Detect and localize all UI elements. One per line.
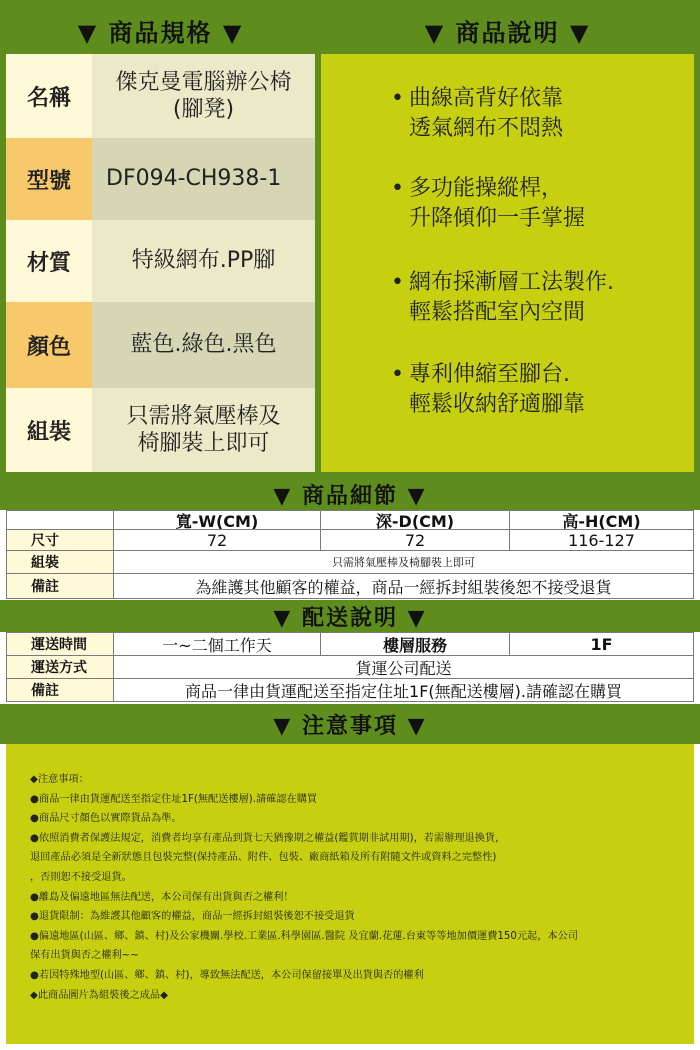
depth-value: 72 (320, 529, 510, 551)
notice-line: ，否則恕不接受退貨。 (30, 871, 132, 883)
delivery-remark-value: 商品一律由貨運配送至指定住址1F(無配送樓層).請確認在購買 (113, 678, 694, 702)
spec-value: DF094-CH938-1 (92, 138, 315, 220)
size-label: 尺寸 (6, 529, 114, 551)
spec-label: 名稱 (6, 54, 92, 138)
details-title: ▼ 商品細節 ▼ (0, 478, 700, 510)
delivery-remark-label: 備註 (6, 678, 114, 702)
description-item (321, 174, 694, 234)
description-line: 多功能操縱桿， (409, 176, 564, 201)
notice-title: ▼ 注意事項 ▼ (0, 704, 700, 744)
delivery-time-label: 運送時間 (6, 632, 114, 656)
description-line: 輕鬆收納舒適腳靠 (409, 391, 586, 417)
notice-line: ●離島及偏遠地區無法配送，本公司保有出貨與否之權利！ (30, 891, 294, 903)
notice-line: ●若因特殊地型(山區、鄉、鎮、村)，導致無法配送，本公司保留接單及出貨與否的權利 (30, 969, 424, 981)
bullet-icon: • (391, 270, 404, 295)
bullet-icon: • (391, 176, 404, 201)
spec-value-line: 傑克曼電腦辦公椅 (115, 69, 292, 95)
table-corner-cell (6, 510, 114, 530)
notice-line: ●依照消費者保護法規定，消費者均享有產品到貨七天猶豫期之權益(鑑賞期非試用期)，若需辦理退換貨， (30, 832, 506, 844)
notice-line: ●商品一律由貨運配送至指定住址1F(無配送樓層).請確認在購買 (30, 793, 318, 805)
spec-value (92, 54, 315, 138)
spec-label: 材質 (6, 220, 92, 302)
description-item (321, 360, 694, 420)
remark-value: 為維護其他顧客的權益，商品一經拆封組裝後恕不接受退貨 (113, 573, 694, 599)
notice-panel (6, 744, 694, 1044)
spec-row-color (6, 302, 315, 388)
spec-row-name (6, 54, 315, 138)
notice-line: ●商品尺寸顏色以實際貨品為準。 (30, 813, 182, 825)
delivery-table (6, 632, 694, 704)
delivery-method-label: 運送方式 (6, 655, 114, 679)
bullet-icon: • (391, 86, 404, 111)
height-header: 高-H(CM) (509, 510, 694, 530)
description-line: 專利伸縮至腳台. (409, 362, 570, 387)
delivery-time-value: 一~二個工作天 (113, 632, 321, 656)
notice-line: 保有出貨與否之權利~~ (30, 950, 139, 962)
delivery-method-value: 貨運公司配送 (113, 655, 694, 679)
spec-row-material (6, 220, 315, 302)
width-header: 寬-W(CM) (113, 510, 321, 530)
assembly-value: 只需將氣壓棒及椅腳裝上即可 (113, 550, 694, 574)
description-line: 曲線高背好依靠 (409, 86, 564, 111)
remark-label: 備註 (6, 573, 114, 599)
spec-row-assembly (6, 388, 315, 472)
description-line: 網布採漸層工法製作. (409, 270, 614, 295)
spec-header: ▼ 商品規格 ▼ (77, 18, 244, 47)
spec-value: 藍色.綠色.黑色 (92, 302, 315, 388)
spec-value-line: 椅腳裝上即可 (137, 431, 270, 456)
notice-line: ◆注意事項： (30, 774, 89, 785)
description-header: ▼ 商品說明 ▼ (424, 18, 591, 47)
description-panel (321, 54, 694, 472)
notice-line: 退回產品必須是全新狀態且包裝完整(保持產品、附件、包裝、廠商紙箱及所有附隨文件或資料之完整性) (30, 852, 497, 864)
description-line: 升降傾仰一手掌握 (409, 205, 586, 231)
spec-label: 型號 (6, 138, 92, 220)
depth-header: 深-D(CM) (320, 510, 510, 530)
description-item (321, 84, 694, 144)
description-line: 透氣網布不悶熱 (409, 115, 564, 141)
bullet-icon: • (391, 362, 404, 387)
spec-value-line: (腳凳) (172, 97, 235, 122)
spec-row-model (6, 138, 315, 220)
spec-list (6, 54, 315, 472)
spec-and-description-section (0, 0, 700, 478)
notice-line: ●退貨限制：為維護其他顧客的權益，商品一經拆封組裝後恕不接受退貨 (30, 911, 355, 923)
assembly-label: 組裝 (6, 550, 114, 574)
spec-value-line: 只需將氣壓棒及 (126, 403, 281, 429)
description-line: 輕鬆搭配室內空間 (409, 299, 586, 325)
spec-value (92, 388, 315, 472)
delivery-title: ▼ 配送說明 ▼ (0, 600, 700, 632)
spec-label: 顏色 (6, 302, 92, 388)
notice-line: ◆此商品圖片為組裝後之成品◆ (30, 989, 168, 1001)
notice-line: ●偏遠地區(山區、鄉、鎮、村)及公家機關.學校.工業區.科學園區.醫院 及宜蘭.花蓮.台東等等地加價運費150元起，本公司 (30, 930, 578, 942)
spec-value: 特級網布.PP腳 (92, 220, 315, 302)
description-item (321, 268, 694, 328)
width-value: 72 (113, 529, 321, 551)
floor-service-label: 樓層服務 (320, 632, 510, 656)
spec-label: 組裝 (6, 388, 92, 472)
floor-service-value: 1F (509, 632, 694, 656)
height-value: 116-127 (509, 529, 694, 551)
details-table (6, 510, 694, 600)
